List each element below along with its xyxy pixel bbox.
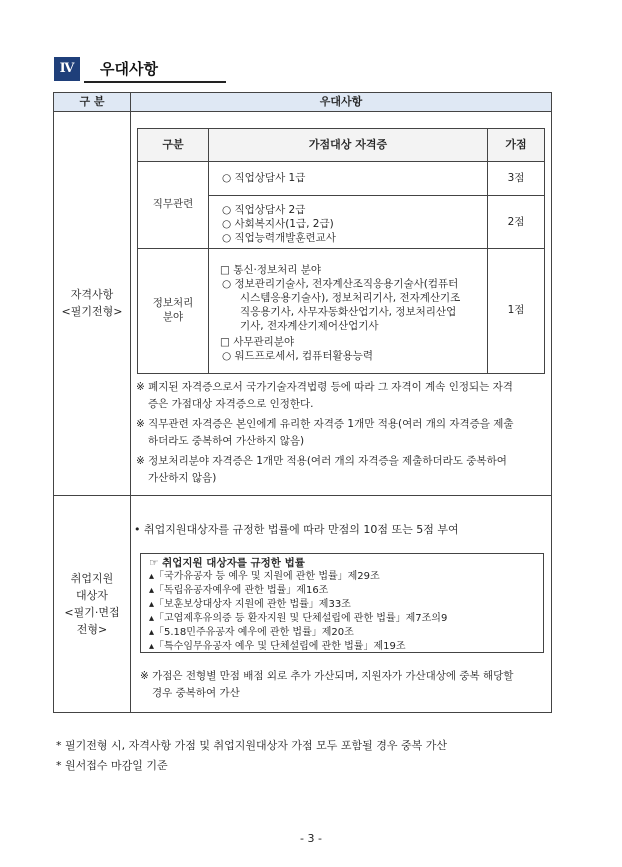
cert-item: ○ 사회복지사(1급, 2급)	[222, 218, 334, 230]
law-item: ▴「보훈보상대상자 지원에 관한 법률」제33조	[149, 599, 351, 610]
cert-point: 3점	[507, 172, 525, 184]
cert-side-label-line2: <필기전형>	[61, 305, 123, 318]
cert-note	[136, 416, 514, 450]
cert-item: 기사, 전자계산기제어산업기사	[240, 320, 379, 332]
cert-office-heading: □ 사무관리분야	[220, 336, 295, 348]
cert-point: 2점	[507, 216, 525, 228]
cert-header-point: 가점	[488, 129, 544, 162]
cert-item: ○ 워드프로세서, 컴퓨터활용능력	[222, 350, 374, 362]
footnote: * 필기전형 시, 자격사항 가점 및 취업지원대상자 가점 모두 포함될 경우 중복 가산	[56, 739, 447, 752]
law-item: ▴「국가유공자 등 예우 및 지원에 관한 법률」제29조	[149, 571, 380, 582]
cert-item: ○ 직업상담사 1급	[222, 172, 306, 184]
cert-item: 시스템응용기술사), 정보처리기사, 전자계산기조	[240, 292, 461, 304]
cert-divider	[487, 161, 488, 373]
table-divider-vertical	[130, 111, 131, 712]
law-box-title: ☞ 취업지원 대상자를 규정한 법률	[149, 557, 305, 569]
section-numeral: Ⅳ	[54, 57, 80, 81]
cert-cat-it-line1: 정보처리	[152, 297, 194, 309]
section-heading: 우대사항	[100, 60, 158, 78]
employ-side-line4: 전형>	[76, 623, 108, 636]
cert-note-line: 증은 가점대상 자격증으로 인정한다.	[148, 398, 314, 410]
footnote: * 원서접수 마감일 기준	[56, 759, 168, 772]
employ-bullet: • 취업지원대상자를 규정한 법률에 따라 만점의 10점 또는 5점 부여	[134, 523, 459, 536]
cert-item: 직응용기사, 사무자동화산업기사, 정보처리산업	[240, 306, 457, 318]
cert-point: 1점	[507, 304, 525, 316]
employ-note-line: 경우 중복하여 가산	[152, 687, 240, 699]
law-item: ▴「독립유공자예우에 관한 법률」제16조	[149, 585, 329, 596]
cert-item: ○ 직업능력개발훈련교사	[222, 232, 336, 244]
employ-side-line3: <필기·면접	[64, 606, 120, 619]
cert-it-heading: □ 통신·정보처리 분야	[220, 264, 322, 276]
header-preference: 우대사항	[131, 93, 551, 112]
cert-note	[136, 379, 513, 413]
law-box	[140, 553, 544, 653]
cert-note-line: ※ 폐지된 자격증으로서 국가기술자격법령 등에 따라 그 자격이 계속 인정되는 자격	[136, 381, 513, 393]
cert-side-label	[54, 286, 130, 320]
employ-note-line: ※ 가점은 전형별 만점 배점 외로 추가 가산되며, 지원자가 가산대상에 중복 해당할	[140, 670, 514, 682]
cert-header-category: 구분	[138, 129, 209, 162]
law-item: ▴「고엽제후유의증 등 환자지원 및 단체설립에 관한 법률」제7조의9	[149, 613, 448, 624]
header-category: 구 분	[54, 93, 131, 112]
cert-row-divider	[209, 195, 544, 196]
table-divider-horizontal	[54, 495, 551, 496]
cert-note-line: ※ 정보처리분야 자격증은 1개만 적용(여러 개의 자격증을 제출하더라도 중복하여	[136, 455, 507, 467]
cert-note	[136, 453, 507, 487]
cert-item: ○ 정보관리기술사, 전자계산조직응용기술사(컴퓨터	[222, 278, 459, 290]
cert-note-line: ※ 직무관련 자격증은 본인에게 유리한 자격증 1개만 적용(여러 개의 자격증을 제출	[136, 418, 514, 430]
cert-item: ○ 직업상담사 2급	[222, 204, 306, 216]
cert-table	[137, 128, 545, 374]
cert-divider	[208, 161, 209, 373]
cert-note-line: 하더라도 중복하여 가산하지 않음)	[148, 435, 305, 447]
law-item: ▴「특수임무유공자 예우 및 단체설립에 관한 법률」제19조	[149, 641, 406, 652]
cert-side-label-line1: 자격사항	[70, 288, 114, 301]
law-item: ▴「5.18민주유공자 예우에 관한 법률」제20조	[149, 627, 354, 638]
employ-note	[140, 668, 513, 702]
cert-cat-job: 직무관련	[152, 198, 194, 210]
title-underline	[84, 81, 226, 83]
cert-note-line: 가산하지 않음)	[148, 472, 217, 484]
employ-side-line1: 취업지원	[70, 572, 114, 585]
cert-header-name: 가점대상 자격증	[209, 129, 488, 162]
section-title	[54, 57, 172, 81]
cert-cat-it-line2: 분야	[162, 311, 184, 323]
cert-cat-it	[138, 296, 208, 324]
employ-side-label	[54, 570, 130, 638]
page-number: - 3 -	[300, 832, 322, 845]
employ-side-line2: 대상자	[76, 589, 108, 602]
cert-row-divider	[138, 248, 544, 249]
